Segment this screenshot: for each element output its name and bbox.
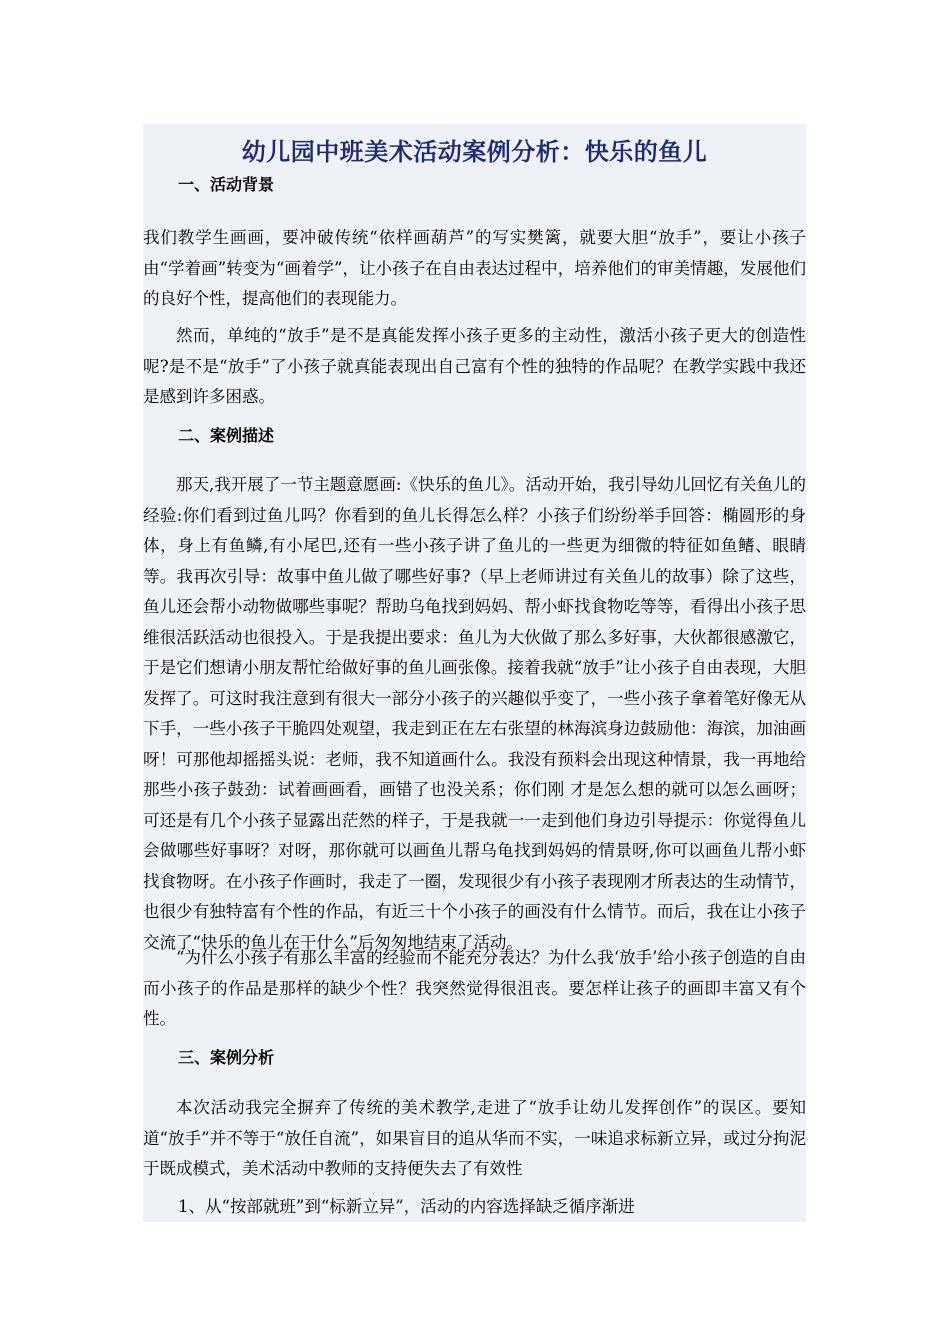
paragraph-description-1: 那天,我开展了一节主题意愿画:《快乐的鱼儿》。活动开始，我引导幼儿回忆有关鱼儿的经验:你们看到过鱼儿吗？你看到的鱼儿长得怎么样？小孩子们纷纷举手回答：椭圆形的身体，身上有鱼鳞,有小尾巴,还有一些小孩子讲了鱼儿的一些更为细微的特征如鱼鳍、眼睛等。我再次引导：故事中鱼儿做了哪些好事?（早上老师讲过有关鱼儿的故事）除了这些，鱼儿还会帮小动物做哪些事呢？帮助乌龟找到妈妈、帮小虾找食物吃等等，看得出小孩子思维很活跃活动也很投入。于是我提出要求：鱼儿为大伙做了那么多好事，大伙都很感激它，于是它们想请小朋友帮忙给做好事的鱼儿画张像。接着我就“放手”让小孩子自由表现，大胆发挥了。可这时我注意到有很大一部分小孩子的兴趣似乎变了，一些小孩子拿着笔好像无从下手，一些小孩子干脆四处观望，我走到正在左右张望的林海滨身边鼓励他：海滨，加油画呀！可那他却摇摇头说：老师，我不知道画什么。我没有预料会出现这种情景，我一再地给那些小孩子鼓劲：试着画画看，画错了也没关系；你们刚 才是怎么想的就可以怎么画呀；可还是有几个小孩子显露出茫然的样子，于是我就一一走到他们身边引导提示：你觉得鱼儿会做哪些好事呀？对呀，那你就可以画鱼儿帮乌龟找到妈妈的情景呀,你可以画鱼儿帮小虾找食物呀。在小孩子作画时，我走了一圈，发现很少有小孩子表现刚才所表达的生动情节，也很少有独特富有个性的作品，有近三十个小孩子的画没有什么情节。而后，我在让小孩子交流了“快乐的鱼儿在干什么”后匆匆地结束了活动。 <box>143 475 806 952</box>
section-heading-background: 一、活动背景 <box>178 175 275 194</box>
paragraph-background-2: 然而，单纯的“放手”是不是真能发挥小孩子更多的主动性，激活小孩子更大的创造性呢?是不是“放手”了小孩子就真能表现出自己富有个性的独特的作品呢？在教学实践中我还是感到许多困惑。 <box>143 326 806 406</box>
section-heading-analysis: 三、案例分析 <box>178 1048 275 1067</box>
paragraph-analysis-1: 本次活动我完全摒弃了传统的美术教学,走进了“放手让幼儿发挥创作”的误区。要知道“放手”并不等于“放任自流”，如果盲目的追从华而不实，一味追求标新立异，或过分拘泥于既成模式，美术活动中教师的支持便失去了有效性 <box>143 1098 806 1178</box>
paragraph-description-2: “为什么小孩子有那么丰富的经验而不能充分表达？为什么我‘放手’给小孩子创造的自由而小孩子的作品是那样的缺少个性？我突然觉得很沮丧。要怎样让孩子的画即丰富又有个性。 <box>143 948 806 1028</box>
section-heading-description: 二、案例描述 <box>178 426 275 445</box>
paragraph-background-1: 我们教学生画画，要冲破传统“依样画葫芦”的写实樊篱，就要大胆“放手”，要让小孩子由“学着画”转变为“画着学”，让小孩子在自由表达过程中，培养他们的审美情趣，发展他们的良好个性，提高他们的表现能力。 <box>143 228 806 308</box>
analysis-item-1: 1、从“按部就班”到“标新立异”，活动的内容选择缺乏循序渐进 <box>178 1197 635 1216</box>
document-title: 幼儿园中班美术活动案例分析：快乐的鱼儿 <box>241 138 708 166</box>
